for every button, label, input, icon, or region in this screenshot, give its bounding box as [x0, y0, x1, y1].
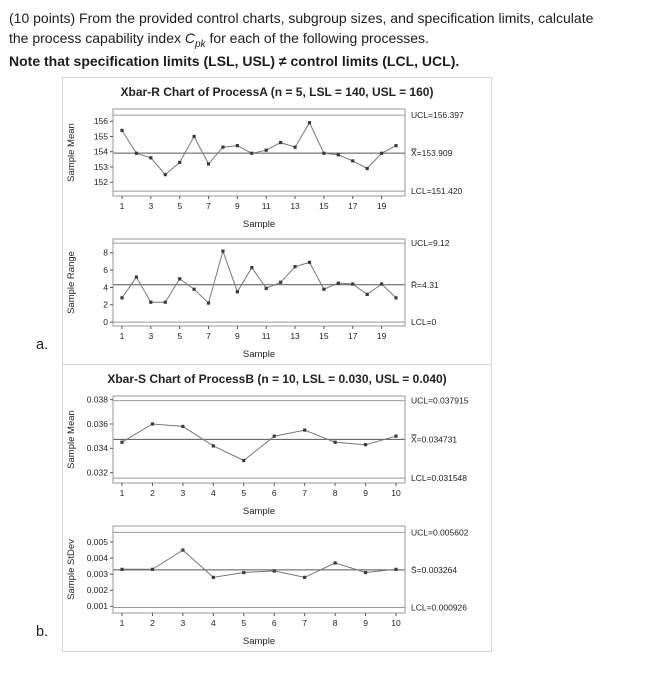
- subplot-svg: [63, 389, 491, 519]
- process-a-row: [0, 77, 660, 365]
- center-line-label: X̿=153.909: [411, 147, 453, 158]
- cpk-symbol: [184, 29, 206, 50]
- data-point: [120, 567, 123, 570]
- y-tick-label: 0.005: [86, 536, 108, 547]
- data-point: [193, 135, 196, 138]
- x-tick-label: 11: [261, 330, 271, 341]
- data-point: [337, 153, 340, 156]
- question-line-2-suffix: for each of the following processes.: [205, 29, 429, 46]
- data-point: [151, 567, 154, 570]
- chart-title-process-b: Xbar-S Chart of ProcessB (n = 10, LSL = 0.030, USL = 0.040): [107, 371, 447, 386]
- x-tick-label: 6: [271, 617, 277, 628]
- x-axis-label: Sample: [242, 505, 276, 517]
- y-tick-label: 153: [93, 161, 108, 172]
- data-point: [212, 444, 215, 447]
- plot-border: [113, 109, 405, 196]
- process-a-sample-range-chart: [63, 232, 491, 362]
- x-tick-label: 15: [319, 200, 329, 211]
- lcl-label: LCL=151.420: [411, 185, 463, 196]
- x-tick-label: 5: [241, 487, 247, 498]
- ucl-label: UCL=0.037915: [411, 395, 469, 406]
- x-tick-label: 13: [290, 330, 300, 341]
- data-point: [149, 300, 152, 303]
- data-point: [351, 282, 354, 285]
- data-point: [303, 575, 306, 578]
- subplot-svg: [63, 102, 491, 232]
- question-line-1: [9, 9, 654, 29]
- subplot-svg: [63, 519, 491, 649]
- x-tick-label: 17: [348, 330, 358, 341]
- x-tick-label: 7: [302, 487, 308, 498]
- y-tick-label: 0.038: [86, 394, 108, 405]
- y-axis-label: Sample Mean: [66, 122, 77, 182]
- process-b-sample-mean-chart: [63, 389, 491, 519]
- y-tick-label: 0: [103, 316, 108, 327]
- data-point: [308, 121, 311, 124]
- data-point: [322, 287, 325, 290]
- y-tick-label: 0.004: [86, 552, 108, 563]
- data-point: [120, 440, 123, 443]
- x-tick-label: 11: [261, 200, 271, 211]
- x-tick-label: 9: [235, 200, 240, 211]
- center-line-label: X̿=0.034731: [411, 434, 458, 445]
- x-tick-label: 5: [241, 617, 247, 628]
- x-tick-label: 7: [206, 200, 211, 211]
- xbar-s-chart-panel: [62, 364, 492, 652]
- process-b-sample-stdev-chart: [63, 519, 491, 649]
- x-axis-label: Sample: [242, 218, 276, 230]
- data-point: [279, 280, 282, 283]
- lcl-label: LCL=0.031548: [411, 472, 468, 483]
- data-point: [308, 261, 311, 264]
- data-point: [273, 569, 276, 572]
- data-point: [178, 277, 181, 280]
- question-line-1-text: (10 points) From the provided control charts, subgroup sizes, and specification limits, calculate: [9, 10, 594, 26]
- data-point: [151, 422, 154, 425]
- data-point: [366, 293, 369, 296]
- y-tick-label: 155: [93, 131, 108, 142]
- y-axis-label: Sample StDev: [66, 538, 77, 600]
- center-line-label: R̄=4.31: [411, 279, 439, 290]
- data-point: [135, 275, 138, 278]
- data-point: [178, 161, 181, 164]
- x-tick-label: 5: [177, 330, 183, 341]
- data-point: [236, 144, 239, 147]
- data-point: [181, 548, 184, 551]
- x-tick-label: 1: [119, 487, 125, 498]
- data-point: [207, 301, 210, 304]
- data-point: [193, 287, 196, 290]
- y-tick-label: 8: [103, 247, 108, 258]
- data-point: [394, 567, 397, 570]
- x-tick-label: 1: [119, 330, 125, 341]
- x-tick-label: 1: [119, 617, 125, 628]
- data-point: [394, 144, 397, 147]
- data-point: [265, 286, 268, 289]
- chart-title-process-a: Xbar-R Chart of ProcessA (n = 5, LSL = 140, USL = 160): [120, 84, 434, 99]
- x-tick-label: 4: [210, 617, 216, 628]
- x-tick-label: 2: [150, 487, 155, 498]
- x-tick-label: 9: [235, 330, 240, 341]
- data-point: [293, 145, 296, 148]
- note-line: Note that specification limits (LSL, USL) ≠ control limits (LCL, UCL).: [9, 52, 460, 69]
- center-line-label: S̄=0.003264: [411, 564, 458, 575]
- x-tick-label: 3: [180, 487, 186, 498]
- plot-border: [113, 239, 405, 326]
- x-tick-label: 19: [376, 330, 387, 341]
- x-tick-label: 7: [302, 617, 308, 628]
- x-tick-label: 8: [332, 617, 338, 628]
- y-tick-label: 0.036: [86, 418, 108, 429]
- process-b-row: [0, 365, 660, 652]
- cpk-subscript: pk: [195, 38, 206, 50]
- data-point: [221, 249, 224, 252]
- x-tick-label: 13: [290, 200, 300, 211]
- y-tick-label: 0.032: [86, 467, 108, 478]
- x-axis-label: Sample: [242, 348, 276, 360]
- data-point: [273, 434, 276, 437]
- series-line: [122, 424, 396, 461]
- x-tick-label: 5: [177, 200, 183, 211]
- data-point: [265, 148, 268, 151]
- data-point: [279, 141, 282, 144]
- lcl-label: LCL=0.000926: [411, 602, 468, 613]
- ucl-label: UCL=156.397: [411, 109, 464, 120]
- cpk-base: C: [184, 29, 195, 46]
- subplot-svg: [63, 232, 491, 362]
- item-label-b: b.: [36, 623, 49, 640]
- x-tick-label: 7: [206, 330, 211, 341]
- data-point: [164, 300, 167, 303]
- y-tick-label: 0.001: [86, 600, 108, 611]
- item-label-a: a.: [36, 336, 49, 353]
- y-tick-label: 154: [93, 146, 108, 157]
- x-tick-label: 3: [148, 200, 154, 211]
- xbar-r-chart-panel: [62, 77, 492, 365]
- y-tick-label: 2: [103, 299, 108, 310]
- x-tick-label: 9: [363, 617, 368, 628]
- y-tick-label: 0.034: [86, 442, 108, 453]
- x-tick-label: 8: [332, 487, 338, 498]
- data-point: [236, 290, 239, 293]
- series-line: [122, 122, 396, 174]
- data-point: [322, 151, 325, 154]
- data-point: [380, 282, 383, 285]
- x-tick-label: 17: [348, 200, 358, 211]
- data-point: [366, 167, 369, 170]
- x-tick-label: 3: [148, 330, 154, 341]
- data-point: [181, 425, 184, 428]
- question-text: [0, 0, 660, 77]
- data-point: [135, 151, 138, 154]
- x-tick-label: 15: [319, 330, 329, 341]
- x-tick-label: 10: [391, 487, 401, 498]
- question-line-2-prefix: the process capability index: [9, 29, 185, 46]
- data-point: [364, 443, 367, 446]
- x-tick-label: 19: [376, 200, 387, 211]
- data-point: [380, 151, 383, 154]
- data-point: [394, 296, 397, 299]
- data-point: [120, 296, 123, 299]
- data-point: [207, 162, 210, 165]
- ucl-label: UCL=0.005602: [411, 527, 469, 538]
- data-point: [394, 434, 397, 437]
- y-tick-label: 152: [93, 176, 108, 187]
- lcl-label: LCL=0: [411, 316, 437, 327]
- x-tick-label: 3: [180, 617, 186, 628]
- data-point: [351, 159, 354, 162]
- data-point: [212, 575, 215, 578]
- data-point: [242, 459, 245, 462]
- data-point: [337, 281, 340, 284]
- data-point: [221, 145, 224, 148]
- series-line: [122, 550, 396, 577]
- x-tick-label: 2: [150, 617, 155, 628]
- data-point: [364, 571, 367, 574]
- data-point: [164, 173, 167, 176]
- x-tick-label: 1: [119, 200, 125, 211]
- data-point: [242, 571, 245, 574]
- x-tick-label: 9: [363, 487, 368, 498]
- x-axis-label: Sample: [242, 635, 276, 647]
- data-point: [303, 428, 306, 431]
- y-tick-label: 4: [103, 282, 108, 293]
- x-tick-label: 6: [271, 487, 277, 498]
- data-point: [149, 156, 152, 159]
- question-line-2: [9, 29, 654, 52]
- data-point: [334, 561, 337, 564]
- data-point: [120, 129, 123, 132]
- data-point: [293, 265, 296, 268]
- process-a-sample-mean-chart: [63, 102, 491, 232]
- series-line: [122, 251, 396, 303]
- y-tick-label: 0.003: [86, 568, 108, 579]
- data-point: [250, 151, 253, 154]
- x-tick-label: 4: [210, 487, 216, 498]
- y-axis-label: Sample Mean: [66, 409, 77, 469]
- y-tick-label: 156: [93, 115, 108, 126]
- data-point: [250, 266, 253, 269]
- y-axis-label: Sample Range: [66, 250, 77, 314]
- x-tick-label: 10: [391, 617, 401, 628]
- ucl-label: UCL=9.12: [411, 237, 450, 248]
- y-tick-label: 6: [103, 264, 108, 275]
- y-tick-label: 0.002: [86, 584, 108, 595]
- data-point: [334, 440, 337, 443]
